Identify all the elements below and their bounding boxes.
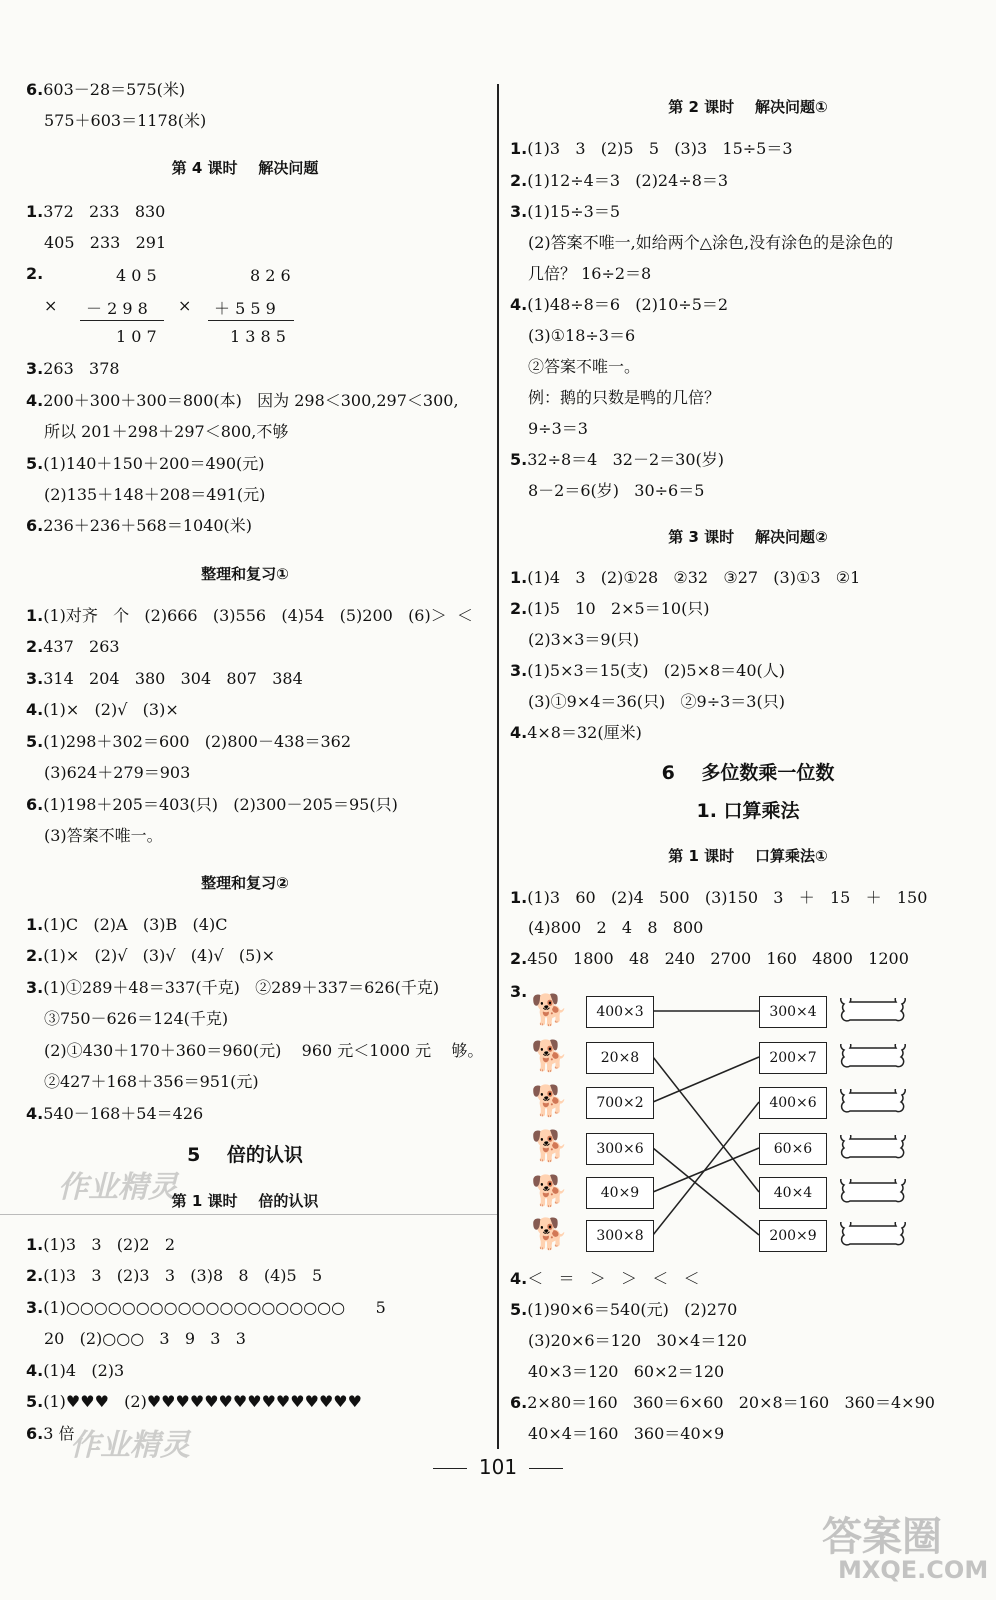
- answer-line: ②427＋168＋356＝951(元): [44, 1072, 259, 1091]
- connector-lines: [500, 990, 996, 1250]
- answer-line: 1.(1)4 3 (2)①28 ②32 ③27 (3)①3 ②1: [510, 568, 861, 587]
- answer-line: (3)①9×4＝36(只) ②9÷3＝3(只): [528, 692, 785, 711]
- answer-line: 1.(1)3 3 (2)2 2: [26, 1235, 176, 1254]
- cross-mark: ×: [44, 296, 58, 315]
- vertical-a-top: 4 0 5: [116, 266, 157, 285]
- dog-icon: 🐕: [531, 1174, 569, 1209]
- answer-line: 2.(1)3 3 (2)3 3 (3)8 8 (4)5 5: [26, 1266, 323, 1285]
- answer-line: (2)答案不唯一,如给两个△涂色,没有涂色的是涂色的: [528, 233, 894, 252]
- left-expression-box: 700×2: [586, 1087, 654, 1119]
- left-expression-box: 40×9: [586, 1177, 654, 1209]
- answer-line: 6.3 倍: [26, 1424, 75, 1443]
- answer-line: 6.(1)198＋205＝403(只) (2)300－205＝95(只): [26, 795, 398, 814]
- answer-line: 6.603－28＝575(米): [26, 80, 186, 99]
- left-expression-box: 300×6: [586, 1133, 654, 1165]
- left-expression-box: 300×8: [586, 1220, 654, 1252]
- answer-line: (2)3×3＝9(只): [528, 630, 640, 649]
- match-line: [653, 1057, 759, 1192]
- answer-line: 20 (2)○○○ 3 9 3 3: [44, 1329, 246, 1348]
- dog-icon: 🐕: [531, 1084, 569, 1119]
- answer-line: 6.236＋236＋568＝1040(米): [26, 516, 253, 535]
- answer-line: 4.540－168＋54＝426: [26, 1104, 204, 1123]
- vertical-a-result: 1 0 7: [116, 327, 157, 346]
- right-expression-box: 200×9: [759, 1220, 827, 1252]
- match-line: [653, 1102, 759, 1235]
- answer-line: 405 233 291: [44, 233, 167, 252]
- watermark-bottom: MXQE.COM: [838, 1556, 989, 1584]
- section-heading: 第 1 课时 倍的认识: [171, 1192, 319, 1210]
- answer-line: (3)①18÷3＝6: [528, 326, 636, 345]
- question-number: 3.: [510, 982, 528, 1001]
- answer-line: 2.(1)12÷4＝3 (2)24÷8＝3: [510, 171, 729, 190]
- column-divider: [497, 84, 499, 1449]
- answer-line: 5.(1)♥♥♥ (2)♥♥♥♥♥♥♥♥♥♥♥♥♥♥♥: [26, 1392, 362, 1411]
- dog-icon: 🐕: [531, 1039, 569, 1074]
- answer-line: (2)①430＋170＋360＝960(元) 960 元＜1000 元 够。: [44, 1041, 484, 1060]
- section-heading: 整理和复习②: [201, 874, 289, 892]
- section-heading: 第 1 课时 口算乘法①: [668, 847, 828, 865]
- answer-line: ③750－626＝124(千克): [44, 1009, 229, 1028]
- answer-line: 4.200＋300＋300＝800(本) 因为 298＜300,297＜300,: [26, 391, 459, 410]
- match-line: [653, 1057, 759, 1102]
- right-expression-box: 300×4: [759, 996, 827, 1028]
- right-expression-box: 400×6: [759, 1087, 827, 1119]
- answer-line: 3.(1)○○○○○○○○○○○○○○○○○○○○ 5: [26, 1298, 386, 1317]
- match-line: [653, 1148, 759, 1192]
- answer-line: (3)624＋279＝903: [44, 763, 191, 782]
- answer-line: (4)800 2 4 8 800: [528, 918, 704, 937]
- answer-line: 2.(1)5 10 2×5＝10(只): [510, 599, 710, 618]
- bone-icon: [834, 998, 912, 1024]
- question-number: 2.: [26, 264, 44, 283]
- answer-line: 8－2＝6(岁) 30÷6＝5: [528, 481, 705, 500]
- vertical-b-top: 8 2 6: [250, 266, 291, 285]
- answer-line: 9÷3＝3: [528, 419, 588, 438]
- answer-line: ②答案不唯一。: [528, 357, 641, 376]
- vertical-b-operand: ＋ 5 5 9: [214, 299, 276, 318]
- section-heading: 第 3 课时 解决问题②: [668, 528, 828, 546]
- answer-line: 4.＜ ＝ ＞ ＞ ＜ ＜: [510, 1269, 700, 1288]
- answer-line: 4.(1)× (2)√ (3)×: [26, 700, 179, 719]
- answer-line: 5.(1)298＋302＝600 (2)800－438＝362: [26, 732, 352, 751]
- dog-icon: 🐕: [531, 1217, 569, 1252]
- answer-line: 4.(1)48÷8＝6 (2)10÷5＝2: [510, 295, 729, 314]
- bone-icon: [834, 1222, 912, 1248]
- bone-icon: [834, 1044, 912, 1070]
- answer-line: 2.437 263: [26, 637, 120, 656]
- vertical-b-result: 1 3 8 5: [230, 327, 286, 346]
- answer-line: 2.450 1800 48 240 2700 160 4800 1200: [510, 949, 909, 968]
- answer-line: 575＋603＝1178(米): [44, 111, 207, 130]
- unit-heading: 5 倍的认识: [187, 1144, 303, 1166]
- answer-line: 4.4×8＝32(厘米): [510, 723, 642, 742]
- answer-line: 3.(1)①289＋48＝337(千克) ②289＋337＝626(千克): [26, 978, 440, 997]
- answer-line: 4.(1)4 (2)3: [26, 1361, 125, 1380]
- answer-line: (3)20×6＝120 30×4＝120: [528, 1331, 747, 1350]
- watermark: 作业精灵: [70, 1428, 190, 1463]
- watermark-top: 答案圈: [822, 1514, 942, 1560]
- answer-line: 1.(1)3 60 (2)4 500 (3)150 3 ＋ 15 ＋ 150: [510, 888, 928, 907]
- vertical-line: [208, 320, 294, 321]
- unit-heading: 6 多位数乘一位数: [661, 762, 835, 784]
- answer-line: 40×3＝120 60×2＝120: [528, 1362, 725, 1381]
- answer-line: 3.(1)15÷3＝5: [510, 202, 621, 221]
- answer-line: 所以 201＋298＋297＜800,不够: [44, 422, 289, 441]
- section-heading: 整理和复习①: [201, 565, 289, 583]
- answer-line: 例：鹅的只数是鸭的几倍？: [528, 388, 721, 407]
- vertical-a-operand: － 2 9 8: [86, 299, 148, 318]
- answer-line: 5.(1)90×6＝540(元) (2)270: [510, 1300, 738, 1319]
- section-heading: 第 2 课时 解决问题①: [668, 98, 828, 116]
- answer-line: 3.(1)5×3＝15(支) (2)5×8＝40(人): [510, 661, 786, 680]
- section-heading: 第 4 课时 解决问题: [171, 159, 319, 177]
- answer-line: 几倍？ 16÷2＝8: [528, 264, 652, 283]
- answer-line: 6.2×80＝160 360＝6×60 20×8＝160 360＝4×90: [510, 1393, 935, 1412]
- bone-icon: [834, 1179, 912, 1205]
- answer-line: 1.(1)对齐 个 (2)666 (3)556 (4)54 (5)200 (6)＞ ＜: [26, 606, 473, 625]
- right-expression-box: 200×7: [759, 1042, 827, 1074]
- answer-line: 5.(1)140＋150＋200＝490(元): [26, 454, 265, 473]
- answer-line: 40×4＝160 360＝40×9: [528, 1424, 725, 1443]
- right-expression-box: 40×4: [759, 1177, 827, 1209]
- answer-line: 3.263 378: [26, 359, 120, 378]
- answer-line: 2.(1)× (2)√ (3)√ (4)√ (5)×: [26, 946, 275, 965]
- answer-line: 3.314 204 380 304 807 384: [26, 669, 303, 688]
- bone-icon: [834, 1089, 912, 1115]
- page-number: 101: [0, 1455, 996, 1479]
- dog-icon: 🐕: [531, 993, 569, 1028]
- left-expression-box: 400×3: [586, 996, 654, 1028]
- scan-line: [0, 1214, 498, 1215]
- right-expression-box: 60×6: [759, 1133, 827, 1165]
- answer-line: (2)135＋148＋208＝491(元): [44, 485, 266, 504]
- dog-icon: 🐕: [531, 1129, 569, 1164]
- vertical-line: [80, 320, 164, 321]
- answer-line: 1.(1)3 3 (2)5 5 (3)3 15÷5＝3: [510, 139, 793, 158]
- answer-line: 1.(1)C (2)A (3)B (4)C: [26, 915, 228, 934]
- answer-line: (3)答案不唯一。: [44, 826, 163, 845]
- left-expression-box: 20×8: [586, 1042, 654, 1074]
- match-line: [653, 1148, 759, 1235]
- subunit-heading: 1. 口算乘法: [696, 800, 800, 822]
- watermark: 作业精灵: [58, 1170, 178, 1205]
- answer-line: 1.372 233 830: [26, 202, 166, 221]
- bone-icon: [834, 1135, 912, 1161]
- answer-line: 5.32÷8＝4 32－2＝30(岁): [510, 450, 724, 469]
- cross-mark: ×: [178, 296, 192, 315]
